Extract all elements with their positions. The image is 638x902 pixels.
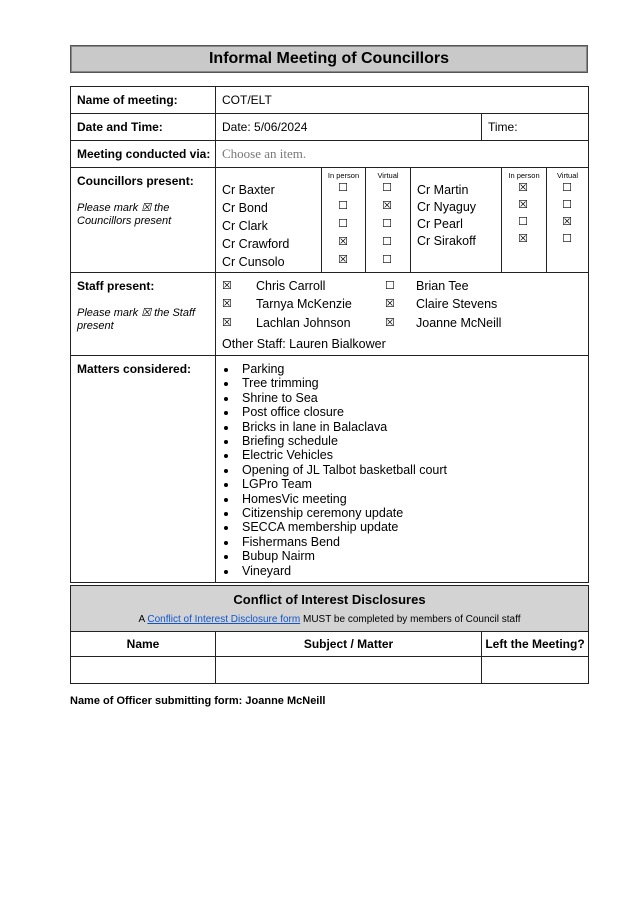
- councillor-in-person-checkbox[interactable]: ☒: [518, 199, 528, 211]
- matters-row: [71, 356, 589, 583]
- staff-checkbox[interactable]: ☒: [222, 280, 232, 292]
- staff-note: Please mark ☒ the Staff present: [77, 307, 196, 332]
- matter-item: • LGPro Team: [238, 477, 588, 491]
- conflict-form-link[interactable]: Conflict of Interest Disclosure form: [147, 614, 301, 625]
- matters-list: [216, 356, 588, 582]
- staff-checkbox[interactable]: ☐: [385, 280, 395, 292]
- matter-item: • Vineyard: [238, 564, 588, 578]
- matter-item: • Post office closure: [238, 405, 588, 419]
- matter-item: • Shrine to Sea: [238, 391, 588, 405]
- councillors-label: Councillors present:: [77, 174, 194, 188]
- staff-checkbox[interactable]: ☒: [222, 298, 232, 310]
- time-field[interactable]: Time:: [482, 114, 589, 141]
- councillor-in-person-checkbox[interactable]: ☐: [338, 200, 348, 212]
- conflict-columns-row: [71, 632, 589, 657]
- councillor-in-person-checkbox[interactable]: ☒: [518, 182, 528, 194]
- councillor-name: Cr Baxter: [222, 183, 275, 197]
- staff-name: Tarnya McKenzie: [256, 297, 352, 311]
- submitting-officer: Name of Officer submitting form: Joanne McNeill: [70, 695, 326, 707]
- matter-item: • Parking: [238, 362, 588, 376]
- councillor-virtual-checkbox[interactable]: ☒: [382, 200, 392, 212]
- councillor-name: Cr Clark: [222, 219, 268, 233]
- conducted-via-dropdown[interactable]: Choose an item.: [222, 146, 307, 161]
- matter-item: • Opening of JL Talbot basketball court: [238, 463, 588, 477]
- councillor-in-person-checkbox[interactable]: ☐: [338, 218, 348, 230]
- conducted-via-row: [71, 141, 589, 168]
- councillor-virtual-checkbox[interactable]: ☒: [562, 216, 572, 228]
- date-time-label: Date and Time:: [71, 114, 216, 141]
- councillor-name: Cr Crawford: [222, 237, 290, 251]
- column-name: Name: [71, 632, 216, 657]
- councillors-row: [71, 168, 589, 273]
- councillor-name: Cr Cunsolo: [222, 255, 285, 269]
- councillor-virtual-checkbox[interactable]: ☐: [382, 218, 392, 230]
- councillor-name: Cr Pearl: [417, 217, 463, 231]
- staff-name: Joanne McNeill: [416, 316, 502, 330]
- matter-item: • Bubup Nairm: [238, 549, 588, 563]
- matter-item: • HomesVic meeting: [238, 492, 588, 506]
- form-title: Informal Meeting of Councillors: [70, 45, 588, 73]
- conflict-subject-cell[interactable]: [216, 657, 482, 684]
- matter-item: • SECCA membership update: [238, 520, 588, 534]
- councillor-name: Cr Martin: [417, 183, 469, 197]
- conflict-text: A Conflict of Interest Disclosure form MUST be completed by members of Council staff: [138, 614, 521, 625]
- matter-item: • Citizenship ceremony update: [238, 506, 588, 520]
- conflict-title: Conflict of Interest Disclosures: [233, 592, 426, 607]
- conflict-name-cell[interactable]: [71, 657, 216, 684]
- staff-name: Claire Stevens: [416, 297, 498, 311]
- councillors-grid: [216, 168, 588, 272]
- staff-row: [71, 273, 589, 356]
- staff-checkbox[interactable]: ☒: [385, 298, 395, 310]
- in-person-header-left: In person: [327, 171, 360, 180]
- councillor-virtual-checkbox[interactable]: ☐: [382, 254, 392, 266]
- councillor-virtual-checkbox[interactable]: ☐: [382, 236, 392, 248]
- date-field[interactable]: Date: 5/06/2024: [216, 114, 482, 141]
- date-time-row: [71, 114, 589, 141]
- staff-grid: [216, 273, 588, 355]
- councillor-name: Cr Nyaguy: [417, 200, 477, 214]
- in-person-header-right: In person: [508, 171, 540, 180]
- councillor-name: Cr Bond: [222, 201, 268, 215]
- councillor-in-person-checkbox[interactable]: ☒: [338, 236, 348, 248]
- staff-name: Lachlan Johnson: [256, 316, 351, 330]
- staff-name: Brian Tee: [416, 279, 469, 293]
- councillor-virtual-checkbox[interactable]: ☐: [562, 182, 572, 194]
- column-subject: Subject / Matter: [216, 632, 482, 657]
- councillor-in-person-checkbox[interactable]: ☐: [338, 182, 348, 194]
- matter-item: • Tree trimming: [238, 376, 588, 390]
- councillors-note: Please mark ☒ the Councillors present: [77, 202, 172, 227]
- meeting-name-row: [71, 87, 589, 114]
- matter-item: • Briefing schedule: [238, 434, 588, 448]
- matter-item: • Fishermans Bend: [238, 535, 588, 549]
- other-staff: Other Staff: Lauren Bialkower: [222, 337, 386, 351]
- matters-label: Matters considered:: [71, 356, 216, 583]
- councillor-in-person-checkbox[interactable]: ☐: [518, 216, 528, 228]
- staff-checkbox[interactable]: ☒: [385, 317, 395, 329]
- meeting-name-label: Name of meeting:: [71, 87, 216, 114]
- councillor-in-person-checkbox[interactable]: ☒: [338, 254, 348, 266]
- councillor-virtual-checkbox[interactable]: ☐: [562, 199, 572, 211]
- staff-name: Chris Carroll: [256, 279, 326, 293]
- column-left-meeting: Left the Meeting?: [482, 632, 589, 657]
- virtual-header-right: Virtual: [556, 171, 579, 180]
- councillor-virtual-checkbox[interactable]: ☐: [382, 182, 392, 194]
- meeting-form-table: [70, 86, 589, 583]
- virtual-header-left: Virtual: [377, 171, 399, 180]
- staff-checkbox[interactable]: ☒: [222, 317, 232, 329]
- councillor-name: Cr Sirakoff: [417, 234, 476, 248]
- conducted-via-label: Meeting conducted via:: [71, 141, 216, 168]
- conflict-empty-row: [71, 657, 589, 684]
- conflict-table: [70, 585, 589, 684]
- matter-item: • Electric Vehicles: [238, 448, 588, 462]
- meeting-name-value[interactable]: COT/ELT: [216, 87, 589, 114]
- staff-label: Staff present:: [77, 279, 155, 293]
- matter-item: • Bricks in lane in Balaclava: [238, 420, 588, 434]
- councillor-in-person-checkbox[interactable]: ☒: [518, 233, 528, 245]
- councillor-virtual-checkbox[interactable]: ☐: [562, 233, 572, 245]
- conflict-left-cell[interactable]: [482, 657, 589, 684]
- conflict-header: [71, 586, 589, 632]
